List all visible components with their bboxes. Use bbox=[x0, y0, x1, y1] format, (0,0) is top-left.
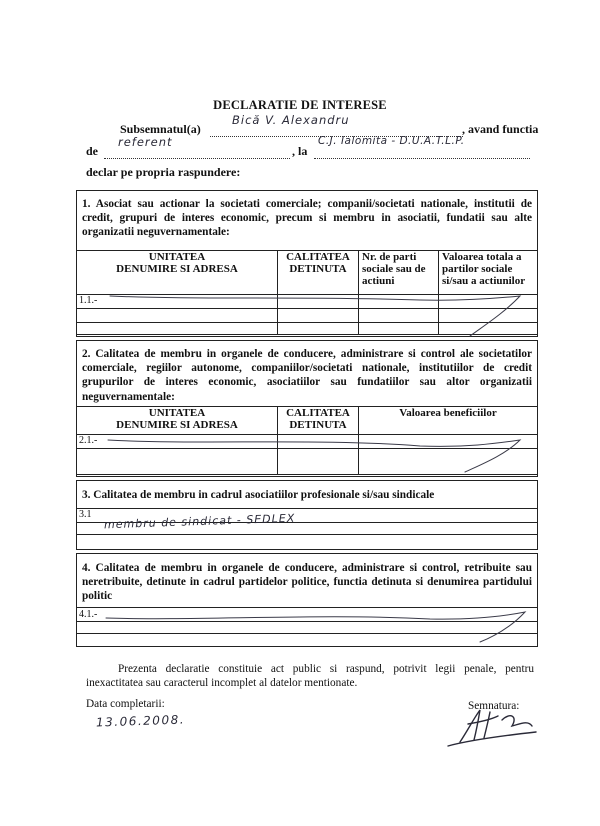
declare-label: declar pe propria raspundere: bbox=[86, 165, 241, 179]
signature-mark bbox=[440, 700, 550, 750]
section-3-text: 3. Calitatea de membru in cadrul asociatiilor profesionale si/sau sindicale bbox=[82, 489, 435, 501]
section-1-text: 1. Asociat sau actionar la societati comerciale; companii/societati nationale, institutii de credit, grupuri de interes economic, precum si membru in asociatii, fundatii sau alte organizatii neguvernamentale: bbox=[82, 198, 532, 239]
la-label: , la bbox=[292, 144, 308, 158]
s1-header-unit: UNITATEA DENUMIRE SI ADRESA bbox=[77, 251, 278, 295]
s1-header-value: Valoarea totala a partilor sociale si/sau a actiunilor bbox=[439, 251, 538, 295]
s2-header-quality: CALITATEA DETINUTA bbox=[278, 407, 359, 435]
s2-header-benefits: Valoarea beneficiilor bbox=[359, 407, 538, 435]
date-label: Data completarii: bbox=[86, 698, 165, 710]
s1-row-label: 1.1.- bbox=[77, 295, 278, 309]
signature-label: Semnatura: bbox=[468, 700, 520, 712]
s1-header-quality: CALITATEA DETINUTA bbox=[278, 251, 359, 295]
s1-header-shares: Nr. de parti sociale sau de actiuni bbox=[359, 251, 439, 295]
date-value: 13.06.2008. bbox=[95, 712, 186, 730]
s2-row-label: 2.1.- bbox=[77, 435, 278, 449]
section-4-text: 4. Calitatea de membru in organele de conducere, administrare si control, retribuite sau neretribuite, detinute in cadrul partidelor politice, functia detinuta si denumirea partidului politic bbox=[82, 562, 532, 603]
s3-row-label: 3.1 bbox=[79, 509, 92, 520]
footer-statement: Prezenta declaratie constituie act public si raspund, potrivit legii penale, pentru inexactitatea sau caracterul incomplet al datelor mentionate. bbox=[86, 663, 534, 689]
s2-header-unit: UNITATEA DENUMIRE SI ADRESA bbox=[77, 407, 278, 435]
undersigned-value: Bică V. Alexandru bbox=[232, 113, 350, 127]
s3-handwritten-entry: membru de sindicat - SEDLEX bbox=[103, 511, 296, 532]
function-value: referent bbox=[118, 135, 173, 149]
institution-value: C.J. Ialomita - D.U.A.T.L.P. bbox=[318, 135, 465, 147]
s4-row-label: 4.1.- bbox=[79, 609, 98, 620]
de-label: de bbox=[86, 144, 98, 158]
document-title: DECLARATIE DE INTERESE bbox=[213, 98, 387, 112]
function-label: , avand functia bbox=[462, 122, 539, 136]
section-2-text: 2. Calitatea de membru in organele de conducere, administrare si control ale societatilor comerciale, regiilor autonome, companiilor/societati nationale, institutiilor de credit grupurilor de interes economic, asociatiilor sau fundatiilor sau altor organizatii neguvernamentale: bbox=[82, 348, 532, 403]
undersigned-label: Subsemnatul(a) bbox=[120, 122, 201, 136]
